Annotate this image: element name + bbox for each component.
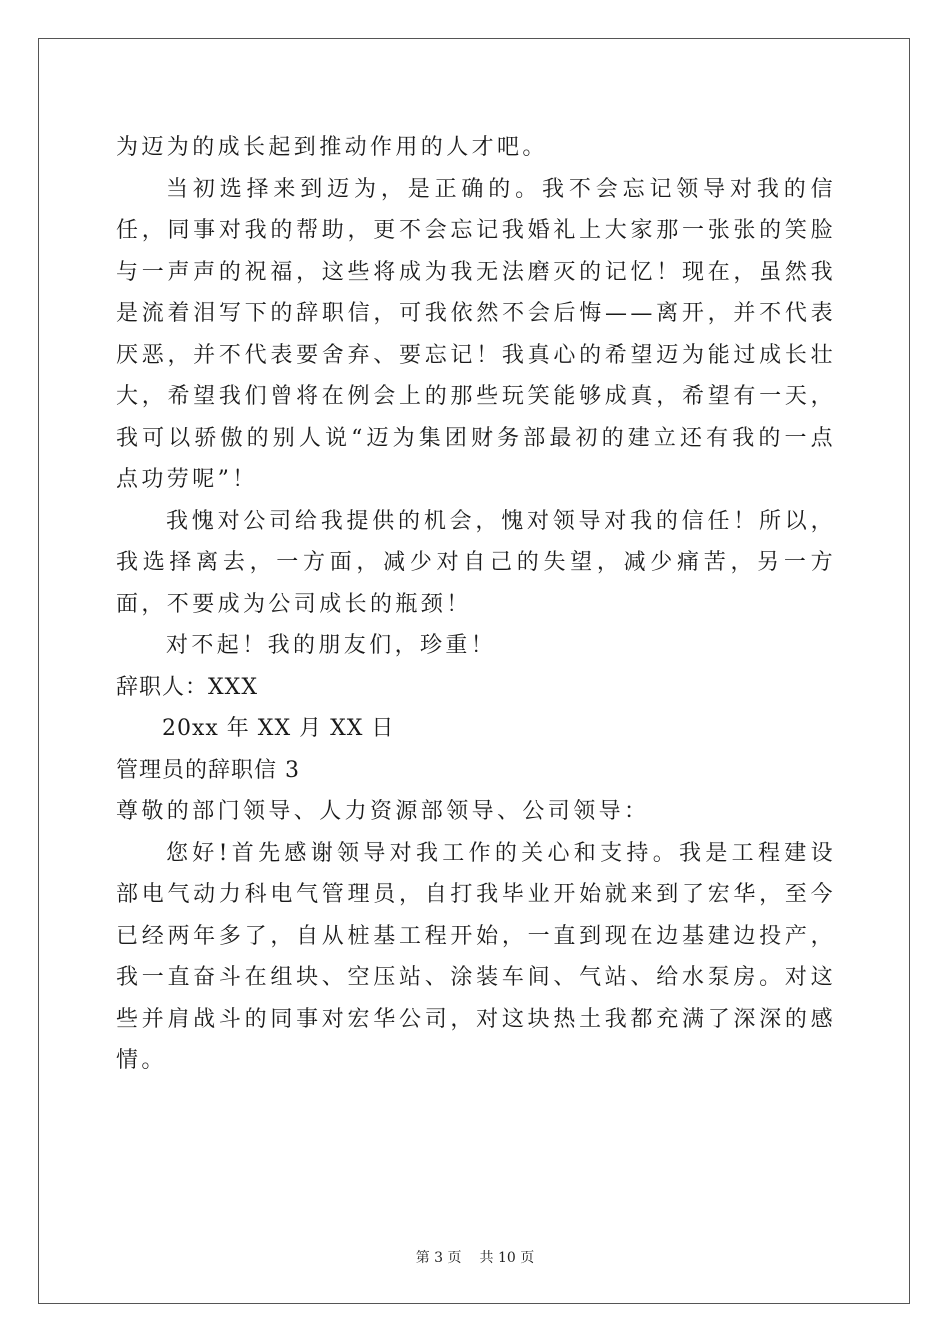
page-number: 第 3 页 — [415, 1250, 462, 1266]
paragraph-greeting: 您好!首先感谢领导对我工作的关心和支持。我是工程建设部电气动力科电气管理员，自打我毕业开始就来到了宏华，至今已经两年多了，自从桩基工程开始，一直到现在边基建边投产，我一直奋斗在组块、空压站、涂装车间、气站、给水泵房。对这些并肩战斗的同事对宏华公司，对这块热土我都充满了深深的感情。 — [116, 840, 836, 1073]
page-total: 共 10 页 — [479, 1250, 535, 1266]
paragraph-farewell: 对不起！我的朋友们，珍重！ — [166, 633, 497, 658]
date: 20xx 年 XX 月 XX 日 — [162, 716, 395, 741]
paragraph-choice: 当初选择来到迈为，是正确的。我不会忘记领导对我的信任，同事对我的帮助，更不会忘记我婚礼上大家那一张张的笑脸与一声声的祝福，这些将成为我无法磨灭的记忆！现在，虽然我是流着泪写下的辞职信，可我依然不会后悔——离开，并不代表厌恶，并不代表要舍弃、要忘记！我真心的希望迈为能过成长壮大，希望我们曾将在例会上的那些玩笑能够成真，希望有一天，我可以骄傲的别人说“迈为集团财务部最初的建立还有我的一点点功劳呢”！ — [116, 176, 836, 492]
document-body — [116, 127, 836, 1082]
paragraph-apology: 我愧对公司给我提供的机会，愧对领导对我的信任！所以，我选择离去，一方面，减少对自己的失望，减少痛苦，另一方面，不要成为公司成长的瓶颈！ — [116, 508, 836, 617]
paragraph-continuation: 为迈为的成长起到推动作用的人才吧。 — [116, 135, 548, 160]
page-footer — [0, 1247, 950, 1267]
section-title: 管理员的辞职信 3 — [116, 757, 300, 783]
salutation: 尊敬的部门领导、人力资源部领导、公司领导： — [116, 799, 650, 824]
signature: 辞职人：XXX — [116, 674, 258, 700]
